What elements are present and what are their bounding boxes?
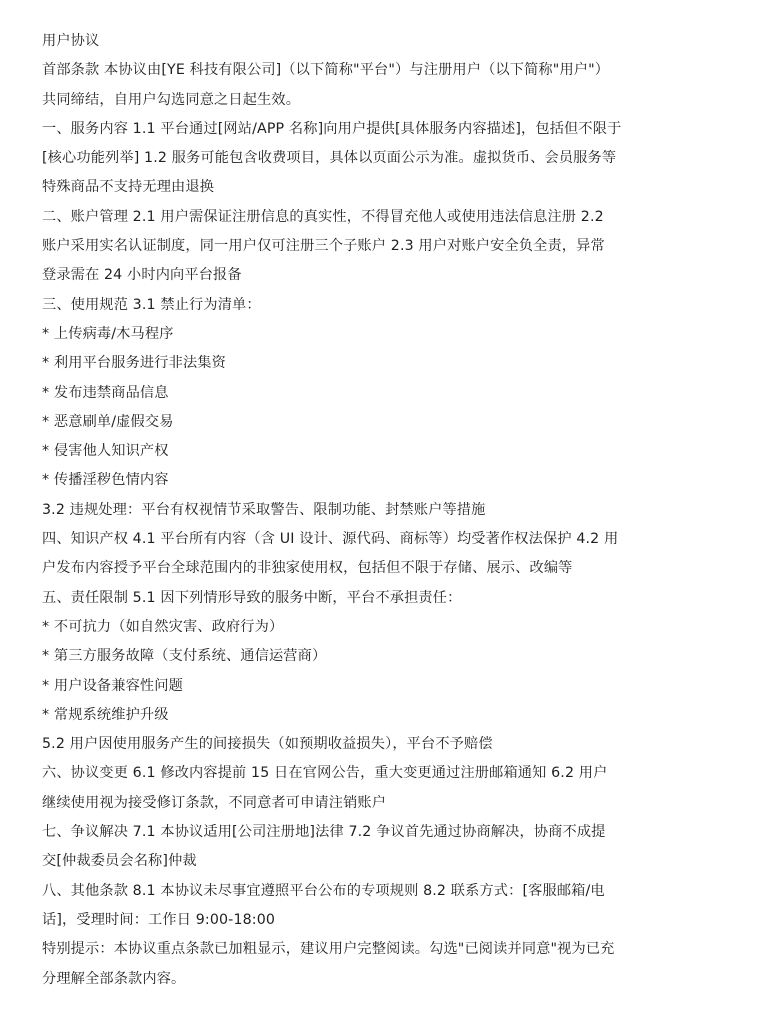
list-item: * 恶意刷单/虚假交易 (42, 413, 174, 430)
list-item: * 传播淫秽色情内容 (42, 472, 169, 489)
text-line: 七、争议解决 7.1 本协议适用[公司注册地]法律 7.2 争议首先通过协商解决，协商不成提 (42, 824, 606, 841)
text-line: 五、责任限制 5.1 因下列情形导致的服务中断，平台不承担责任： (42, 589, 462, 606)
text-line: 特殊商品不支持无理由退换 (42, 179, 215, 196)
text-line: 四、知识产权 4.1 平台所有内容（含 UI 设计、源代码、商标等）均受著作权法保护 4.2 用 (42, 531, 619, 548)
list-item: * 侵害他人知识产权 (42, 443, 169, 460)
text-line: 3.2 违规处理：平台有权视情节采取警告、限制功能、封禁账户等措施 (42, 501, 486, 518)
text-line: [核心功能列举] 1.2 服务可能包含收费项目，具体以页面公示为准。虚拟货币、会员服务等 (42, 150, 617, 167)
text-line: 二、账户管理 2.1 用户需保证注册信息的真实性，不得冒充他人或使用违法信息注册 2.2 (42, 208, 604, 225)
text-line: 账户采用实名认证制度，同一用户仅可注册三个子账户 2.3 用户对账户安全负全责，异常 (42, 238, 605, 255)
text-line: 话]，受理时间：工作日 9:00-18:00 (42, 911, 276, 928)
document-title: 用户协议 (42, 33, 100, 49)
list-item: * 第三方服务故障（支付系统、通信运营商） (42, 648, 327, 665)
text-line: 六、协议变更 6.1 修改内容提前 15 日在官网公告，重大变更通过注册邮箱通知 6.2 用户 (42, 765, 608, 782)
list-item: * 利用平台服务进行非法集资 (42, 355, 226, 372)
text-line: 5.2 用户因使用服务产生的间接损失（如预期收益损失），平台不予赔偿 (42, 736, 493, 753)
list-item: * 上传病毒/木马程序 (42, 325, 174, 342)
list-item: * 用户设备兼容性问题 (42, 677, 183, 694)
text-line: 户发布内容授予平台全球范围内的非独家使用权，包括但不限于存储、展示、改编等 (42, 560, 573, 577)
text-line: 分理解全部条款内容。 (42, 970, 186, 987)
text-line: 特别提示：本协议重点条款已加粗显示，建议用户完整阅读。勾选"已阅读并同意"视为已充 (42, 941, 615, 958)
list-item: * 发布违禁商品信息 (42, 384, 169, 401)
agreement-document (42, 27, 682, 994)
text-line: 三、使用规范 3.1 禁止行为清单： (42, 296, 261, 313)
text-line: 交[仲裁委员会名称]仲裁 (42, 853, 197, 870)
list-item: * 常规系统维护升级 (42, 706, 169, 723)
text-line: 八、其他条款 8.1 本协议未尽事宜遵照平台公布的专项规则 8.2 联系方式：[客服邮箱/电 (42, 882, 605, 899)
text-line: 一、服务内容 1.1 平台通过[网站/APP 名称]向用户提供[具体服务内容描述]，包括但不限于 (42, 120, 622, 137)
text-line: 继续使用视为接受修订条款，不同意者可申请注销账户 (42, 794, 387, 811)
text-line: 首部条款 本协议由[YE 科技有限公司]（以下简称"平台"）与注册用户（以下简称"用户"） (42, 62, 610, 79)
text-line: 登录需在 24 小时内向平台报备 (42, 267, 242, 284)
list-item: * 不可抗力（如自然灾害、政府行为） (42, 618, 284, 635)
text-line: 共同缔结，自用户勾选同意之日起生效。 (42, 91, 301, 108)
